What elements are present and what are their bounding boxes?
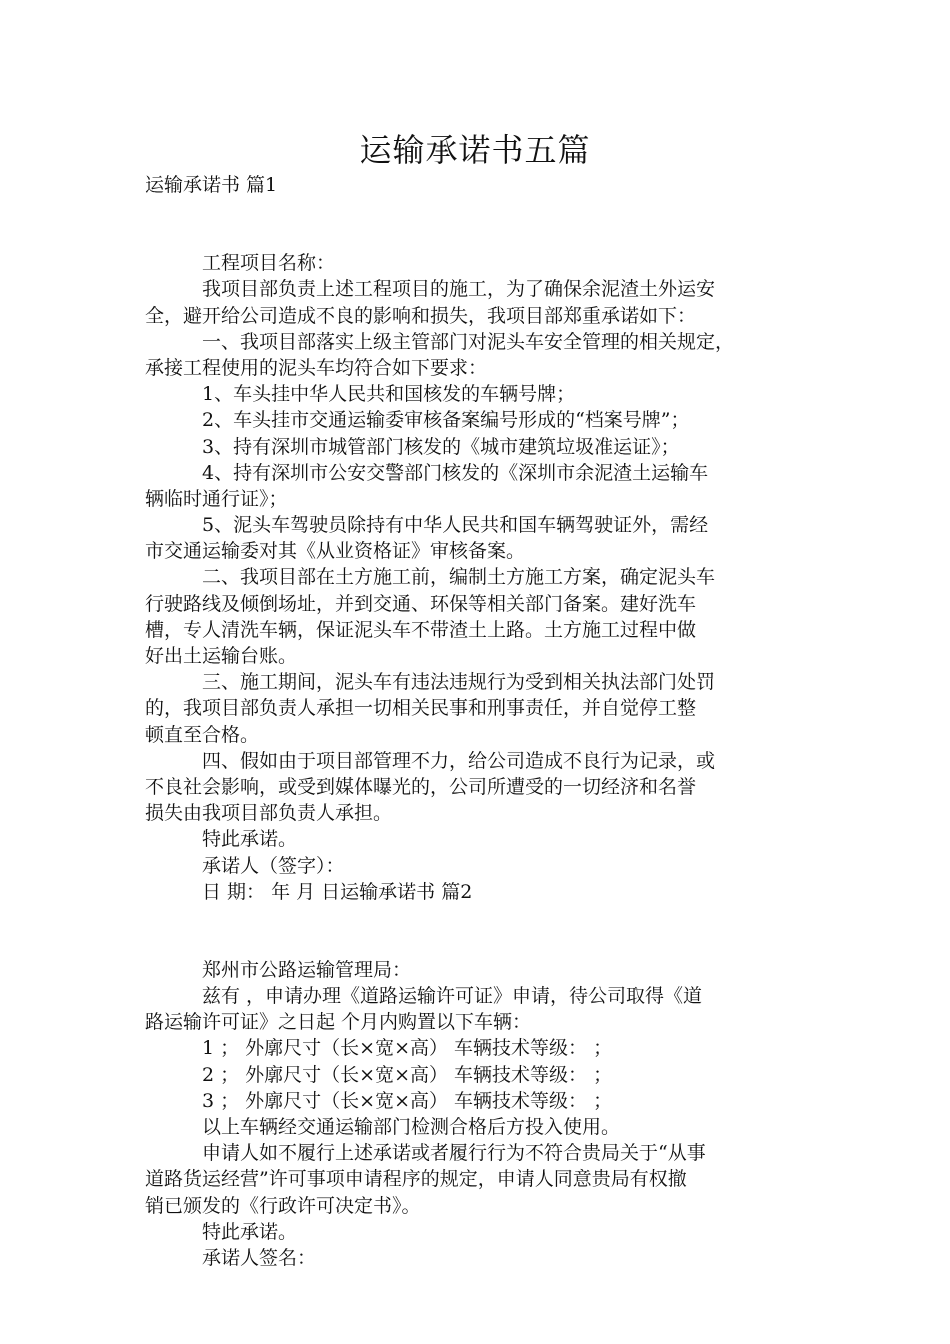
- paragraph-line: 好出土运输台账。: [145, 645, 298, 667]
- signature-line: 承诺人（签字）：: [202, 854, 345, 877]
- blank-space: [145, 905, 810, 957]
- paragraph-line: 全，避开给公司造成不良的影响和损失，我项目部郑重承诺如下：: [145, 304, 697, 327]
- paragraph-line: 三、施工期间，泥头车有违法违规行为受到相关执法部门处罚: [202, 671, 716, 694]
- paragraph-line: 辆临时通行证》；: [145, 487, 288, 510]
- closing-line: 特此承诺。: [202, 1220, 298, 1243]
- paragraph-line: 二、我项目部在土方施工前，编制土方施工方案，确定泥头车: [202, 566, 716, 589]
- list-item: 4、持有深圳市公安交警部门核发的《深圳市余泥渣土运输车: [202, 461, 709, 484]
- vehicle-row: 3 ； 外廓尺寸（长×宽×高） 车辆技术等级： ；: [202, 1089, 613, 1112]
- paragraph-line: 道路货运经营”许可事项申请程序的规定，申请人同意贵局有权撤: [145, 1168, 687, 1191]
- paragraph-line: 损失由我项目部负责人承担。: [145, 802, 393, 825]
- paragraph-line: 不良社会影响，或受到媒体曝光的，公司所遭受的一切经济和名誉: [145, 775, 697, 798]
- vehicle-row: 1 ； 外廓尺寸（长×宽×高） 车辆技术等级： ；: [202, 1037, 613, 1060]
- paragraph-line: 销已颁发的《行政许可决定书》。: [145, 1194, 421, 1217]
- paragraph-line: 路运输许可证》之日起 个月内购置以下车辆：: [145, 1011, 532, 1034]
- paragraph-line: 承接工程使用的泥头车均符合如下要求：: [145, 356, 488, 379]
- list-item: 2、车头挂市交通运输委审核备案编号形成的“档案号牌”；: [202, 409, 690, 432]
- document-title: 运输承诺书五篇: [359, 131, 591, 169]
- list-item: 3、持有深圳市城管部门核发的《城市建筑垃圾准运证》；: [202, 435, 680, 458]
- list-item: 5、泥头车驾驶员除持有中华人民共和国车辆驾驶证外，需经: [202, 514, 709, 537]
- paragraph-line: 的，我项目部负责人承担一切相关民事和刑事责任，并自觉停工整: [145, 697, 697, 720]
- paragraph-line: 工程项目名称：: [202, 252, 336, 275]
- paragraph-line: 一、我项目部落实上级主管部门对泥头车安全管理的相关规定，: [202, 330, 735, 353]
- paragraph-line: 四、假如由于项目部管理不力，给公司造成不良行为记录，或: [202, 749, 716, 772]
- signature-line: 承诺人签名：: [202, 1246, 317, 1269]
- paragraph-line: 行驶路线及倾倒场址，并到交通、环保等相关部门备案。建好洗车: [145, 592, 697, 615]
- paragraph-line: 顿直至合格。: [145, 723, 260, 746]
- addressee-line: 郑州市公路运输管理局：: [202, 958, 412, 981]
- paragraph-line: 市交通运输委对其《从业资格证》审核备案。: [145, 540, 526, 563]
- list-item: 1、车头挂中华人民共和国核发的车辆号牌；: [202, 383, 576, 406]
- paragraph-line: 兹有 ，申请办理《道路运输许可证》申请，待公司取得《道: [202, 985, 703, 1008]
- blank-space: [145, 198, 810, 250]
- document-body: [145, 172, 810, 1271]
- paragraph-line: 以上车辆经交通运输部门检测合格后方投入使用。: [202, 1116, 621, 1138]
- vehicle-row: 2 ； 外廓尺寸（长×宽×高） 车辆技术等级： ；: [202, 1063, 613, 1086]
- closing-line: 特此承诺。: [202, 828, 298, 851]
- paragraph-line: 槽，专人清洗车辆，保证泥头车不带渣土上路。土方施工过程中做: [145, 618, 697, 641]
- date-line: 日 期： 年 月 日运输承诺书 篇2: [202, 880, 473, 903]
- paragraph-line: 申请人如不履行上述承诺或者履行行为不符合贵局关于“从事: [202, 1142, 706, 1165]
- paragraph-line: 我项目部负责上述工程项目的施工，为了确保余泥渣土外运安: [202, 278, 716, 301]
- section-heading-1: 运输承诺书 篇1: [145, 174, 278, 196]
